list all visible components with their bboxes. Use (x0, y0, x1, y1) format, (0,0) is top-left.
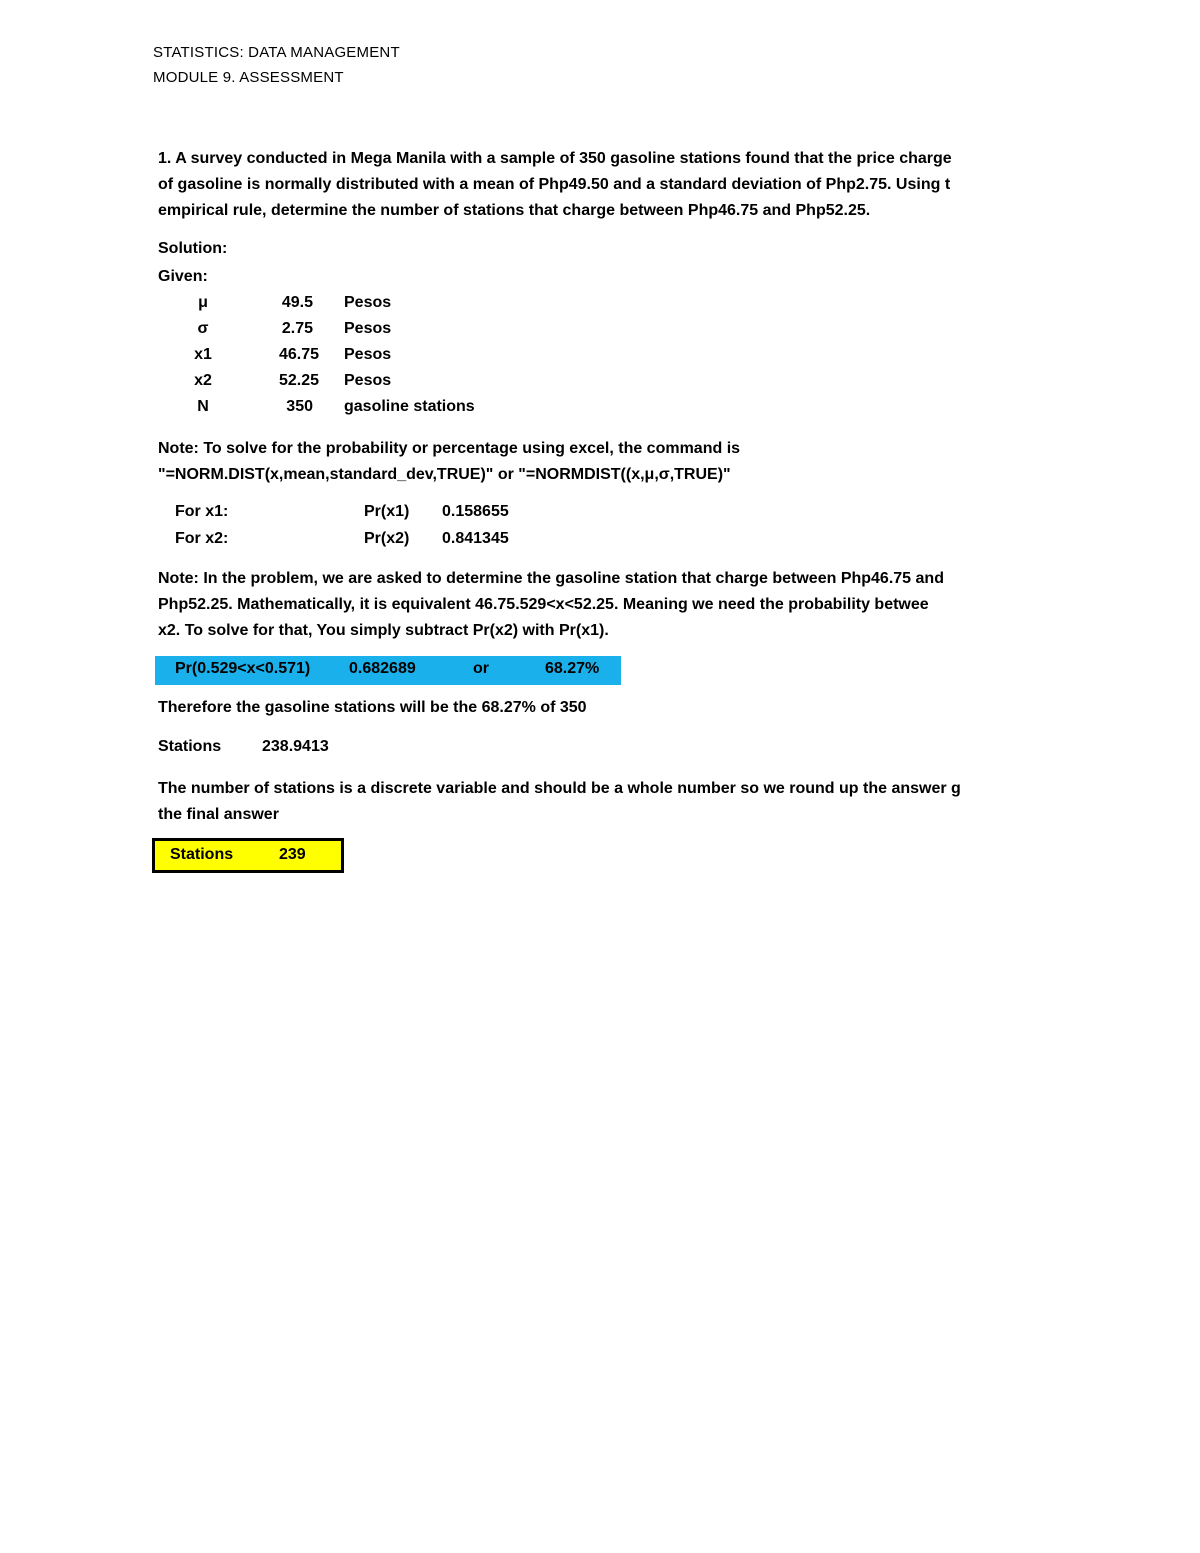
given-value: 350 (286, 398, 313, 415)
problem-line-1: 1. A survey conducted in Mega Manila with a sample of 350 gasoline stations found that the price charge (158, 150, 952, 167)
result-or: or (473, 660, 489, 677)
problem-line-2: of gasoline is normally distributed with a mean of Php49.50 and a standard deviation of Php2.75. Using t (158, 176, 951, 193)
given-unit: gasoline stations (344, 398, 475, 415)
given-value: 49.5 (281, 294, 313, 311)
result-label: Pr(0.529<x<0.571) (175, 660, 311, 677)
probability-value: 0.841345 (442, 530, 509, 547)
discrete-note (158, 776, 995, 828)
final-answer-value: 239 (279, 846, 306, 863)
given-value: 2.75 (281, 320, 313, 337)
stations-calc-label: Stations (158, 738, 222, 755)
given-symbol: N (197, 398, 209, 415)
final-answer-label: Stations (170, 846, 234, 863)
probability-name: Pr(x1) (364, 503, 410, 520)
problem-note-line-1: Note: In the problem, we are asked to determine the gasoline station that charge between Php46.75 and (158, 570, 944, 587)
given-symbol: x1 (194, 346, 212, 363)
discrete-note-line-1: The number of stations is a discrete variable and should be a whole number so we round up the answer g (158, 780, 961, 797)
problem-note-line-2: Php52.25. Mathematically, it is equivalent 46.75.529<x<52.25. Meaning we need the probability betwee (158, 596, 929, 613)
problem-line-3: empirical rule, determine the number of stations that charge between Php46.75 and Php52.25. (158, 202, 871, 219)
problem-statement (158, 146, 995, 224)
problem-note-line-3: x2. To solve for that, You simply subtract Pr(x2) with Pr(x1). (158, 622, 609, 639)
solution-label: Solution: (158, 240, 228, 257)
given-unit: Pesos (344, 294, 392, 311)
header-module-title: MODULE 9. ASSESSMENT (153, 69, 344, 86)
given-value: 52.25 (278, 372, 319, 389)
excel-note (158, 436, 995, 488)
problem-note (158, 566, 995, 644)
result-percent: 68.27% (545, 660, 600, 677)
probability-value: 0.158655 (442, 503, 509, 520)
probability-result-bar (155, 656, 621, 685)
discrete-note-line-2: the final answer (158, 806, 279, 823)
given-unit: Pesos (344, 372, 392, 389)
given-unit: Pesos (344, 320, 392, 337)
result-value: 0.682689 (349, 660, 416, 677)
given-unit: Pesos (344, 346, 392, 363)
therefore-statement: Therefore the gasoline stations will be the 68.27% of 350 (158, 699, 587, 716)
header-course-title: STATISTICS: DATA MANAGEMENT (153, 44, 400, 61)
given-label: Given: (158, 268, 208, 285)
given-symbol: x2 (194, 372, 212, 389)
probability-name: Pr(x2) (364, 530, 410, 547)
final-answer-box (152, 838, 344, 873)
excel-note-line-1: Note: To solve for the probability or percentage using excel, the command is (158, 440, 741, 457)
probability-label: For x1: (175, 503, 229, 520)
given-value: 46.75 (278, 346, 319, 363)
stations-calc-value: 238.9413 (262, 738, 329, 755)
given-symbol: σ (197, 320, 209, 337)
probability-label: For x2: (175, 530, 229, 547)
given-symbol: μ (198, 294, 208, 311)
excel-note-line-2: "=NORM.DIST(x,mean,standard_dev,TRUE)" or "=NORMDIST((x,μ,σ,TRUE)" (158, 466, 731, 483)
